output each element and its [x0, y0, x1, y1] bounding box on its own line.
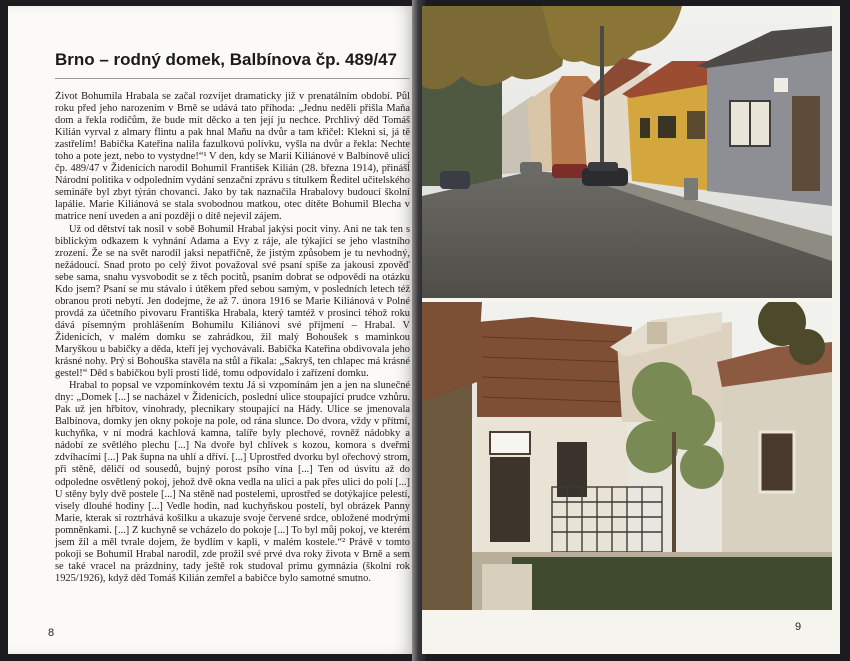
left-page — [8, 6, 416, 654]
paragraph: Život Bohumila Hrabala se začal rozvíjet dramaticky již v prenatálním období. Půl roku před jeho narozením v Brně se udává tato příhoda: „Jednu neděli přišla Maňa dom a řekla rodičům, že bude mít děcko a ten její ju nechce. Prchlivý děd Tomáš Kilián vyrval z almary flintu a pak hnal Maňu na dvůr a tam křičel: Klekni si, já tě zastřelím! Babička Kateřina nalila fazulkovú polívku, vyšla na dvůr a řekla: Nechte toho a pote jezt, nebo to vystydne!“¹ V den, kdy se Marii Kiliánové v Balbínově ulici čp. 489/47 v Židenicích narodil Bohumil František Kilián (28. března 1914), přinášĺ Národní politika v odpoledním vydání senzační zprávu s titulkem Ředitel učitelského semináře byl zbyt týrán chovanci. Jako by tak naznačila Hrabalovy budoucí školní lapálie. Marie Kiliánová se stala svobodnou matkou, otec dítěte Bohumil Blecha v matrice není uveden a ani později o dítě nejevil zájem. — [55, 91, 410, 223]
house-photo — [422, 302, 832, 610]
paragraph: Hrabal to popsal ve vzpomínkovém textu Já si vzpomínám jen a jen na slunečné dny: „Domek [...] se nacházel v Židenicích, poslední ulice stoupající prudce vzhůru. Pak už jen hřbitov, vinohrady, plecnikary stoupající na Hády. Ulice se jmenovala Balbínova, domky jen okny pokoje na pole, od rána slunce. Do dvora, vždy v přítmí, kuchyňka, v ní modrá kachlová kamna, talíře byly plechové, rovněž nádobky a nádobí ze světlého plechu [...] Na dvoře byl chlívek s kozou, komora s dveřmi zdvíhacími [...] Pak šupna na uhlí a dříví. [...] Uprostřed dvorku byl ořechový strom, při stěně, děličí od sousedů, bujný porost psího vína [...] Ten od úsvitu až do odpoledne osvětlený pokoj, jehož dvě okna vedla na ulici a pak přes ulici do polí [...] U stěny byly dvě postele [...] Na stěně nad postelemi, uprostřed se dotýkajíce pelestí, visely dlouhé hodiny [...] Vedle hodin, nad kuchyňskou postelí, byl obrázek Panny Marie, kterak si roztrhává košilku a ukazuje svoje červené srdce, obložené modrými pomněnkami. [...] Z kuchyně se vcházelo do pokoje [...] To byl můj pokoj, ve kterém jsem žil a měl tvrale dojem, že bydlím v kapli, v malém kostele.“² Právě v tomto pokoji se Bohumil Hrabal narodil, zde prožil své prvé dva roky života v Brně a sem se také vracel na prázdniny, tady ještě rok studoval primu gymnázia (školní rok 1925/1926), když děd Tomáš Kilián zemřel a babičce bylo samotné smutno. — [55, 380, 410, 584]
title-rule — [55, 78, 410, 79]
paragraph: Už od dětství tak nosil v sobě Bohumil Hrabal jakýsi pocit viny. Ani ne tak ten s biblickým odkazem k vyhnání Adama a Evy z ráje, ale týkající se jeho vlastního zrození. Že se na svět narodil jaksi nepatřičně, že jistým způsobem je tu nevhodný, nežádoucí. Snad proto po celý život považoval své psaní spíše za jakousi zpověď sebe sama, snahu vysvobodit se z těch pocitů, psaním dobrat se odpovědi na otázku Kdo jsem? Psaní se mu stávalo i útěkem před sebou samým, v posledních letech též obranou proti nebytí. Jen dodejme, že až 7. února 1916 se Marie Kiliánová v Polné provdá za účetního pivovaru Františka Hrabala, který tamtéž v prosinci téhož roku dává písemným prohlášením Bohumilu Kiliánovi své příjmení – Hrabal. V Židenicích, v malém domku se zahrádkou, žil malý Bohoušek s maminkou Maryškou u babičky a děda, kteří jej vychovávali. Babička Kateřina obdivovala jeho krásné nohy. Prý si Bohouška stavěla na stůl a říkala: „Sakryš, ten chlapec má krásné gestel!“ Děd s babičkou byli prostí lidé, tomu odpovídalo i zařízení domku. — [55, 223, 410, 380]
page-number: 8 — [48, 627, 55, 639]
right-page — [422, 6, 840, 654]
page-number: 9 — [795, 621, 802, 633]
street-photo — [422, 6, 832, 298]
body-text — [55, 91, 410, 603]
page-title: Brno – rodný domek, Balbínova čp. 489/47 — [55, 50, 397, 69]
